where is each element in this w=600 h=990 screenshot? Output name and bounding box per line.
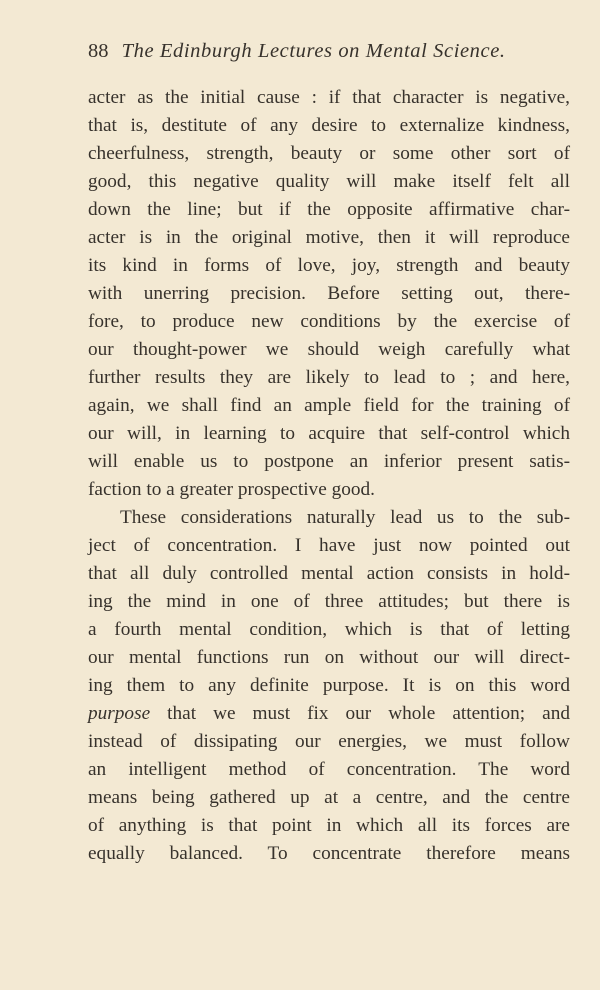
text-line: instead of dissipating our energies, we must follow <box>88 731 570 752</box>
text-line: of anything is that point in which all its forces are <box>88 815 570 836</box>
paragraph <box>88 504 570 868</box>
running-header <box>88 40 570 63</box>
emphasized-word: purpose <box>88 703 151 724</box>
text-line: an intelligent method of concentration. The word <box>88 759 570 780</box>
text-line: will enable us to postpone an inferior present satis- <box>88 451 570 472</box>
text-line: further results they are likely to lead to ; and here, <box>88 367 570 388</box>
text-line: ing them to any definite purpose. It is on this word <box>88 675 570 696</box>
text-line: its kind in forms of love, joy, strength and beauty <box>88 255 570 276</box>
text-line: with unerring precision. Before setting out, there- <box>88 283 570 304</box>
running-title: The Edinburgh Lectures on Mental Science. <box>121 40 506 62</box>
text-line: down the line; but if the opposite affirmative char- <box>88 199 570 220</box>
text-line: our will, in learning to acquire that self-control which <box>88 423 570 444</box>
text-line: faction to a greater prospective good. <box>88 479 375 500</box>
page-number: 88 <box>88 40 109 62</box>
text-line: acter as the initial cause : if that character is negative, <box>88 87 570 108</box>
text-line: fore, to produce new conditions by the exercise of <box>88 311 570 332</box>
text-line: equally balanced. To concentrate therefore means <box>88 843 570 864</box>
text-line: ing the mind in one of three attitudes; but there is <box>88 591 570 612</box>
text-line: means being gathered up at a centre, and the centre <box>88 787 570 808</box>
text-line: cheerfulness, strength, beauty or some other sort of <box>88 143 570 164</box>
text-line: a fourth mental condition, which is that of letting <box>88 619 570 640</box>
page-body-text <box>88 84 570 868</box>
paragraph <box>88 84 570 504</box>
text-line: acter is in the original motive, then it will reproduce <box>88 227 570 248</box>
text-line: that all duly controlled mental action consists in hold- <box>88 563 570 584</box>
text-line: ject of concentration. I have just now pointed out <box>88 535 570 556</box>
text-line: our mental functions run on without our will direct- <box>88 647 570 668</box>
text-line: again, we shall find an ample field for the training of <box>88 395 570 416</box>
text-line: that is, destitute of any desire to externalize kindness, <box>88 115 570 136</box>
text-line: These considerations naturally lead us to the sub- <box>120 507 570 528</box>
text-line: purpose that we must fix our whole attention; and <box>88 703 570 724</box>
text-line: our thought-power we should weigh carefully what <box>88 339 570 360</box>
text-line: good, this negative quality will make itself felt all <box>88 171 570 192</box>
